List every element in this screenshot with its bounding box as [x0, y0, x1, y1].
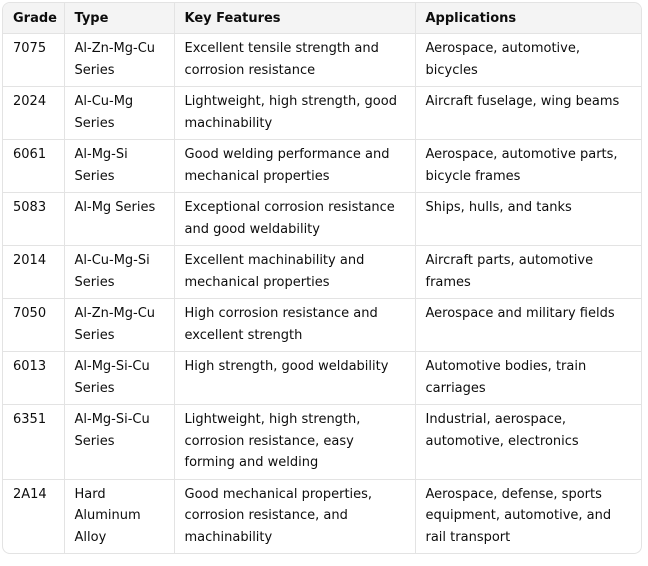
header-type: Type [64, 3, 174, 34]
table-row [3, 352, 641, 405]
table-row [3, 87, 641, 140]
table-row [3, 140, 641, 193]
cell-grade: 7075 [3, 34, 64, 87]
cell-key-features: Lightweight, high strength, good machinability [174, 87, 415, 140]
cell-key-features: Excellent tensile strength and corrosion resistance [174, 34, 415, 87]
cell-key-features: Good welding performance and mechanical properties [174, 140, 415, 193]
cell-key-features: Lightweight, high strength, corrosion resistance, easy forming and welding [174, 405, 415, 480]
table-row [3, 405, 641, 480]
cell-type: Hard Aluminum Alloy [64, 479, 174, 553]
cell-key-features: Good mechanical properties, corrosion resistance, and machinability [174, 479, 415, 553]
cell-type: Al-Zn-Mg-Cu Series [64, 34, 174, 87]
table-row [3, 479, 641, 553]
alloy-table-container [2, 2, 642, 554]
header-key-features: Key Features [174, 3, 415, 34]
cell-grade: 6061 [3, 140, 64, 193]
alloy-grades-table [3, 3, 641, 553]
cell-grade: 5083 [3, 193, 64, 246]
table-row [3, 193, 641, 246]
cell-key-features: High corrosion resistance and excellent strength [174, 299, 415, 352]
table-row [3, 34, 641, 87]
cell-grade: 2A14 [3, 479, 64, 553]
cell-applications: Ships, hulls, and tanks [415, 193, 641, 246]
cell-type: Al-Mg-Si-Cu Series [64, 352, 174, 405]
table-row [3, 246, 641, 299]
cell-applications: Aircraft parts, automotive frames [415, 246, 641, 299]
header-applications: Applications [415, 3, 641, 34]
cell-applications: Aerospace, automotive, bicycles [415, 34, 641, 87]
cell-key-features: Excellent machinability and mechanical properties [174, 246, 415, 299]
table-header-row [3, 3, 641, 34]
header-grade: Grade [3, 3, 64, 34]
cell-grade: 2014 [3, 246, 64, 299]
cell-type: Al-Zn-Mg-Cu Series [64, 299, 174, 352]
cell-type: Al-Mg Series [64, 193, 174, 246]
cell-applications: Aircraft fuselage, wing beams [415, 87, 641, 140]
cell-applications: Aerospace and military fields [415, 299, 641, 352]
cell-applications: Industrial, aerospace, automotive, electronics [415, 405, 641, 480]
cell-applications: Automotive bodies, train carriages [415, 352, 641, 405]
cell-applications: Aerospace, defense, sports equipment, automotive, and rail transport [425, 486, 612, 545]
cell-grade: 2024 [3, 87, 64, 140]
cell-applications: Aerospace, automotive parts, bicycle frames [415, 140, 641, 193]
cell-type: Al-Cu-Mg-Si Series [64, 246, 174, 299]
cell-type: Al-Mg-Si Series [64, 140, 174, 193]
cell-key-features: Exceptional corrosion resistance and good weldability [174, 193, 415, 246]
cell-grade: 7050 [3, 299, 64, 352]
cell-grade: 6013 [3, 352, 64, 405]
cell-type: Al-Mg-Si-Cu Series [64, 405, 174, 480]
table-row [3, 299, 641, 352]
cell-type: Al-Cu-Mg Series [64, 87, 174, 140]
cell-key-features: High strength, good weldability [174, 352, 415, 405]
cell-grade: 6351 [3, 405, 64, 480]
